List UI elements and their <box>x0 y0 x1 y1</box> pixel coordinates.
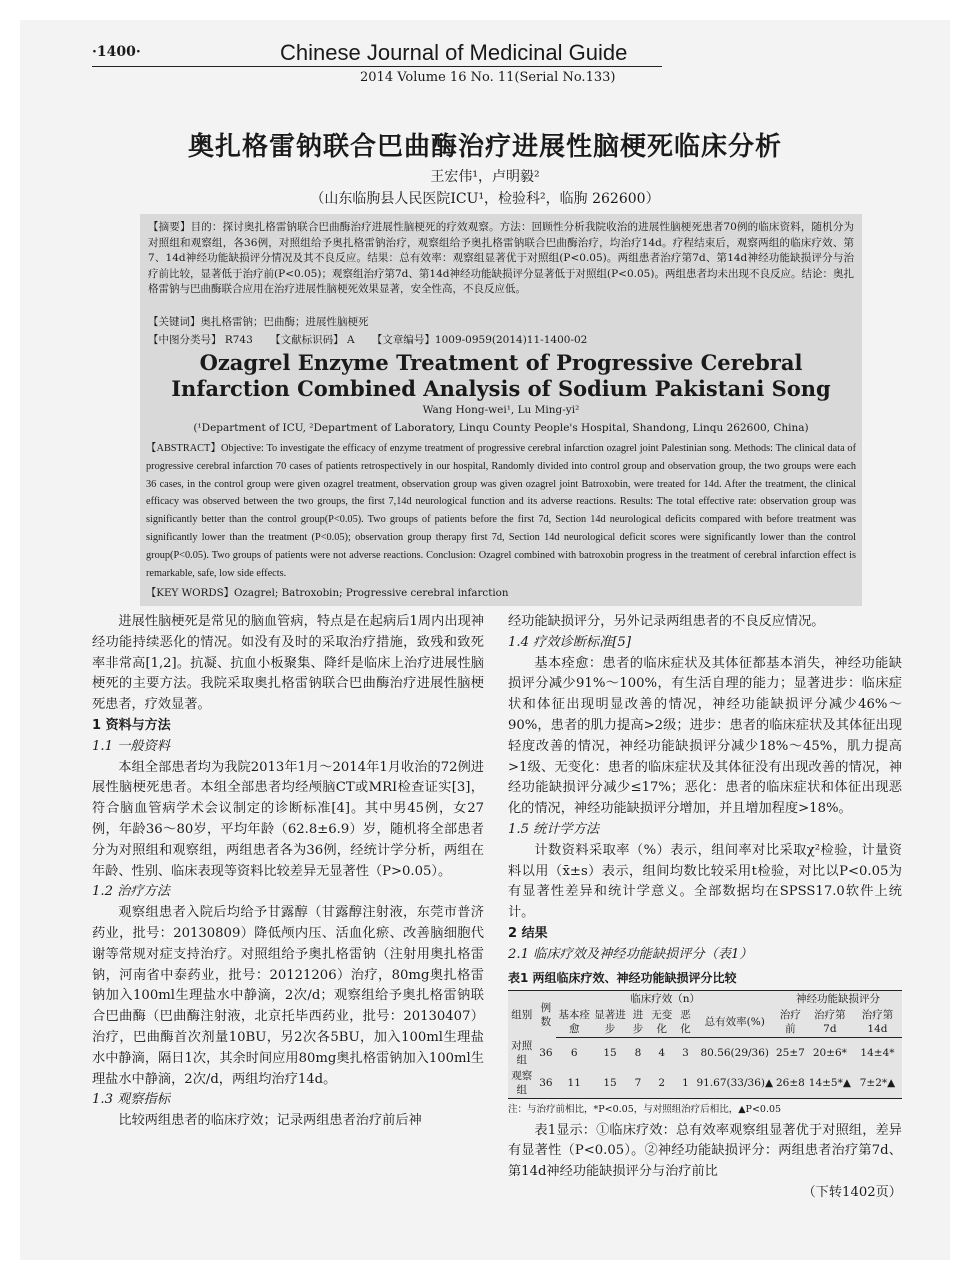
treatment-paragraph: 观察组患者入院后均给予甘露醇（甘露醇注射液，东莞市普济药业，批号：20130809）降低颅内压、活血化瘀、改善脑细胞代谢等常规对症支持治疗。对照组给予奥扎格雷钠（注射用奥扎格雷钠，河南省中泰药业，批号：20121206）治疗，80mg奥扎格雷钠加入100ml生理盐水中静滴，2次/d；观察组给予奥扎格雷钠联合巴曲酶（巴曲酶注射液，北京托毕西药业，批号：20130407）治疗，巴曲酶首次剂量10BU，另2次各5BU，加入100ml生理盐水中静滴，隔日1次，其余时间应用80mg奥扎格雷钠加入100ml生理盐水中静滴，2次/d，两组均治疗14d。 <box>92 905 484 1087</box>
article-title-cn: 奥扎格雷钠联合巴曲酶治疗进展性脑梗死临床分析 <box>187 132 782 162</box>
journal-volume: 2014 Volume 16 No. 11(Serial No.133) <box>360 70 616 85</box>
keywords-cn: 【关键词】奥扎格雷钠；巴曲酶；进展性脑梗死 <box>148 316 369 328</box>
table-cell: 2 <box>648 1068 676 1099</box>
table-header-score: 神经功能缺损评分 <box>774 991 902 1008</box>
table-header-group: 组别 <box>508 991 536 1038</box>
section-heading-2: 2 结果 <box>508 925 548 941</box>
table-cell: 4 <box>658 1047 666 1060</box>
authors-en: Wang Hong-wei¹, Lu Ming-yi² <box>422 404 580 416</box>
section-heading-1: 1 资料与方法 <box>92 717 171 733</box>
abstract-en: 【ABSTRACT】Objective: To investigate the efficacy of enzyme treatment of progressive cerebral infarction ozagrel joint Palestinian song. Methods: The clinical data of progressive cerebral infarction 70 cases of patients retrospectively in our hospital, Randomly divided into control group and observation group, the two groups were each 36 cases, in the control group were given ozagrel treatment, observation group was given ozagrel joint Batroxobin, were treated for 14d. After the treatment, the clinical efficacy was observed between the two groups, the first 7,14d neurological function and its adverse reactions. Results: The total effective rate: observation group was significantly better than the control group(P<0.05). Two groups of patients before the first 7d, Section 14d neurological deficits compared with before treatment was significantly lower than the treatment (P<0.05); observation group therapy first 7d, Section 14d neurological deficit scores were significantly lower than the control group(P<0.05). Two groups of patients were not adverse reactions. Conclusion: Ozagrel combined with batroxobin progress in the treatment of cerebral infarction effect is remarkable, safe, low side effects. <box>146 443 856 579</box>
document-code: 【文献标识码】 A <box>270 334 355 346</box>
table-subheader: 基本痊愈 <box>556 1007 592 1038</box>
table-header-n: 例数 <box>536 991 557 1038</box>
results-table <box>508 990 902 1099</box>
section-heading-1-1: 1.1 一般资料 <box>92 738 170 754</box>
table-cell: 80.56(29/36) <box>700 1047 770 1060</box>
criteria-paragraph: 基本痊愈：患者的临床症状及其体征都基本消失，神经功能缺损评分减少91%～100%，有生活自理的能力；显著进步：临床症状和体征出现明显改善的情况，神经功能缺损评分减少46%～90%，患者的肌力提高>2级；进步：患者的临床症状及其体征出现轻度改善的情况，神经功能缺损评分减少18%～45%，肌力提高>1级、无变化：患者的临床症状及其体征没有出现改善的情况，神经功能缺损评分减少≤17%；恶化：患者的临床症状和体征出现恶化的情况，神经功能缺损评分增加，并且增加程度>18%。 <box>508 655 902 817</box>
page-number: ·1400· <box>92 44 141 60</box>
section-heading-2-1: 2.1 临床疗效及神经功能缺损评分（表1） <box>508 946 753 962</box>
table-cell: 36 <box>536 1068 557 1099</box>
table-cell: 26±8 <box>774 1068 807 1099</box>
affiliation-cn: （山东临朐县人民医院ICU¹，检验科²，临朐 262600） <box>310 191 660 207</box>
table-cell: 36 <box>539 1046 553 1059</box>
indicators-continued: 经功能缺损评分，另外记录两组患者的不良反应情况。 <box>508 614 825 629</box>
table-note: 注：与治疗前相比，*P<0.05，与对照组治疗后相比，▲P<0.05 <box>508 1103 782 1115</box>
continued-notice: （下转1402页） <box>802 1185 902 1201</box>
article-title-en: Ozagrel Enzyme Treatment of Progressive Cerebral Infarction Combined Analysis of Sodium Pakistani Song <box>171 350 831 401</box>
body-left-column <box>92 612 484 1132</box>
results-paragraph: 表1显示：①临床疗效：总有效率观察组显著优于对照组，差异有显著性（P<0.05）。②神经功能缺损评分：两组患者治疗第7d、第14d神经功能缺损评分与治疗前比 <box>508 1122 902 1180</box>
table-cell: 8 <box>634 1047 642 1060</box>
table-cell: 1 <box>675 1068 695 1099</box>
clc-number: 【中图分类号】 R743 <box>148 334 253 346</box>
table-cell: 6 <box>570 1047 578 1060</box>
table-header-efficacy: 临床疗效（n） <box>556 991 774 1008</box>
table-subheader: 治疗前 <box>774 1007 807 1038</box>
abstract-box <box>140 214 862 606</box>
section-heading-1-2: 1.2 治疗方法 <box>92 884 170 900</box>
table-cell: 14±4* <box>860 1047 895 1060</box>
table-subheader: 治疗第14d <box>853 1007 902 1038</box>
table-cell: 91.67(33/36)▲ <box>695 1068 774 1099</box>
intro-paragraph: 进展性脑梗死是常见的脑血管病，特点是在起病后1周内出现神经功能持续恶化的情况。如没有及时的采取治疗措施，致残和致死率非常高[1,2]。抗凝、抗血小板聚集、降纤是临床上治疗进展性脑梗死的主要方法。我院采取奥扎格雷钠联合巴曲酶治疗进展性脑梗死患者，疗效显著。 <box>92 614 484 713</box>
table-subheader: 治疗第7d <box>807 1007 853 1038</box>
abstract-cn: 【摘要】目的：探讨奥扎格雷钠联合巴曲酶治疗进展性脑梗死的疗效观察。方法：回顾性分析我院收治的进展性脑梗死患者70例的临床资料，随机分为对照组和观察组，各36例，对照组给予奥扎格雷钠治疗，观察组给予奥扎格雷钠联合巴曲酶治疗，均治疗14d。疗程结束后，观察两组的临床疗效、第7、14d神经功能缺损评分情况及其不良反应。结果：总有效率：观察组显著优于对照组(P<0.05)。两组患者治疗第7d、第14d神经功能缺损评分与治疗前比较，显著低于治疗前(P<0.05)；观察组治疗第7d、第14d神经功能缺损评分显著低于对照组(P<0.05)。两组患者均未出现不良反应。结论：奥扎格雷钠与巴曲酶联合应用在治疗进展性脑梗死效果显著，安全性高，不良反应低。 <box>148 221 854 295</box>
table-cell: 11 <box>556 1068 592 1099</box>
table-cell: 15 <box>592 1068 628 1099</box>
table-subheader: 进步 <box>628 1007 648 1038</box>
body-right-column <box>508 612 902 1204</box>
article-number: 【文章编号】1009-0959(2014)11-1400-02 <box>371 334 588 346</box>
table-title: 表1 两组临床疗效、神经功能缺损评分比较 <box>508 970 737 985</box>
table-cell: 15 <box>603 1047 617 1060</box>
indicators-paragraph: 比较两组患者的临床疗效；记录两组患者治疗前后神 <box>118 1113 422 1129</box>
table-subheader: 总有效率(%) <box>695 1007 774 1038</box>
table-subheader: 无变化 <box>648 1007 676 1038</box>
table-cell: 3 <box>682 1047 689 1060</box>
table-cell: 7±2*▲ <box>853 1068 902 1099</box>
table-cell: 14±5*▲ <box>807 1068 853 1099</box>
table-subheader: 恶化 <box>675 1007 695 1038</box>
general-info-paragraph: 本组全部患者均为我院2013年1月～2014年1月收治的72例进展性脑梗死患者。本组全部患者均经颅脑CT或MRI检查证实[3]，符合脑血管病学术会议制定的诊断标准[4]。其中男45例，女27例，年龄36～80岁，平均年龄（62.8±6.9）岁，随机将全部患者分为对照组和观察组，两组患者各为36例，经统计学分析，两组在年龄、性别、临床表现等资料比较差异无显著性（P>0.05）。 <box>92 759 484 879</box>
journal-name: Chinese Journal of Medicinal Guide <box>280 40 628 65</box>
authors-cn: 王宏伟¹，卢明毅² <box>430 169 540 185</box>
table-subheader: 显著进步 <box>592 1007 628 1038</box>
keywords-en: 【KEY WORDS】Ozagrel; Batroxobin; Progressive cerebral infarction <box>146 587 509 599</box>
table-cell: 7 <box>628 1068 648 1099</box>
table-cell: 对照组 <box>511 1039 533 1066</box>
classification-row <box>148 332 854 347</box>
affiliation-en: (¹Department of ICU, ²Department of Laboratory, Linqu County People's Hospital, Shandong, Linqu 262600, China) <box>193 422 809 434</box>
section-heading-1-4: 1.4 疗效诊断标准[5] <box>508 634 631 650</box>
section-heading-1-5: 1.5 统计学方法 <box>508 821 600 837</box>
table-cell: 观察组 <box>508 1068 536 1099</box>
section-heading-1-3: 1.3 观察指标 <box>92 1092 170 1108</box>
table-cell: 25±7 <box>776 1047 805 1060</box>
table-cell: 20±6* <box>812 1047 847 1060</box>
statistics-paragraph: 计数资料采取率（%）表示，组间率对比采取χ²检验，计量资料以用（x̄±s）表示，组间均数比较采用t检验，对比以P<0.05为有显著性差异和统计学意义。全部数据均在SPSS17.0软件上统计。 <box>508 842 902 921</box>
table-row <box>508 1038 902 1068</box>
table-row <box>508 1068 902 1099</box>
header-rule <box>92 66 662 67</box>
